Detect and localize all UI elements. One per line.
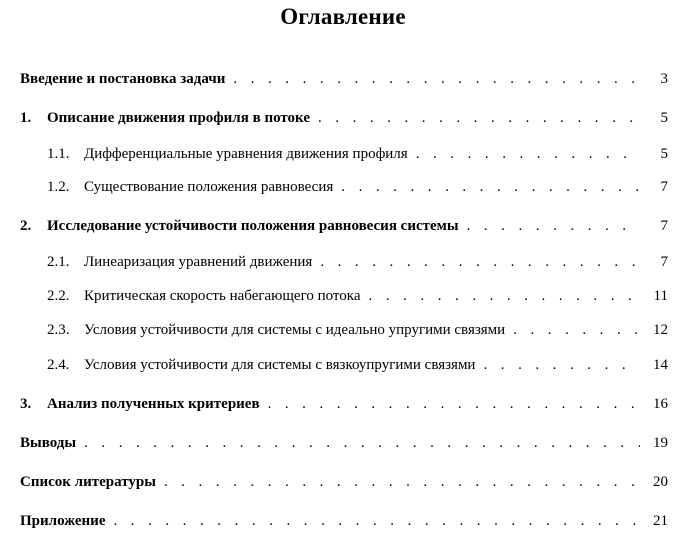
toc-entry-page: 7	[660, 254, 668, 270]
toc-entry-number: 2.2.	[47, 288, 70, 304]
toc-entry-number: 2.1.	[47, 254, 70, 270]
toc-entry-chapter-1[interactable]	[20, 108, 668, 128]
dot-leader	[505, 320, 640, 340]
toc-entry-page: 20	[653, 474, 668, 490]
toc-entry-label: Приложение	[20, 513, 106, 529]
toc-entry-section-2-4[interactable]	[47, 355, 668, 375]
dot-leader	[310, 108, 640, 128]
dot-leader	[459, 216, 640, 236]
toc-entry-page: 19	[653, 435, 668, 451]
toc-entry-label: Список литературы	[20, 474, 156, 490]
toc-entry-page: 5	[660, 146, 668, 162]
dot-leader	[333, 177, 640, 197]
toc-entry-number: 1.	[20, 110, 32, 126]
dot-leader	[105, 511, 640, 531]
toc-entry-label: Линеаризация уравнений движения	[84, 254, 313, 270]
toc-entry-section-2-1[interactable]	[47, 252, 668, 272]
toc-entry-label: Выводы	[20, 435, 77, 451]
toc-entry-label: Критическая скорость набегающего потока	[84, 288, 361, 304]
toc-entry-page: 12	[653, 322, 668, 338]
toc-entry-number: 3.	[20, 396, 32, 412]
toc-entry-page: 21	[653, 513, 668, 529]
toc-entry-section-2-3[interactable]	[47, 320, 668, 340]
toc-entry-page: 11	[653, 288, 668, 304]
toc-entry-label: Анализ полученных критериев	[47, 396, 260, 412]
toc-entry-page: 5	[660, 110, 668, 126]
toc-entry-number: 1.1.	[47, 146, 70, 162]
toc-entry-section-2-2[interactable]	[47, 286, 668, 306]
dot-leader	[475, 355, 640, 375]
dot-leader	[225, 69, 640, 89]
page-title: Оглавление	[280, 4, 406, 29]
dot-leader	[312, 252, 640, 272]
toc-entry-section-1-1[interactable]	[47, 144, 668, 164]
toc-entry-page: 14	[653, 357, 668, 373]
toc-entry-chapter-2[interactable]	[20, 216, 668, 236]
dot-leader	[260, 394, 640, 414]
toc-entry-label: Введение и постановка задачи	[20, 71, 226, 87]
toc-entry-label: Существование положения равновесия	[84, 179, 334, 195]
toc-entry-conclusions[interactable]	[20, 433, 668, 453]
toc-entry-page: 7	[660, 218, 668, 234]
toc-entry-section-1-2[interactable]	[47, 177, 668, 197]
dot-leader	[361, 286, 640, 306]
toc-entry-page: 16	[653, 396, 668, 412]
toc-entry-introduction[interactable]	[20, 69, 668, 89]
toc-entry-number: 2.4.	[47, 357, 70, 373]
toc-entry-number: 2.3.	[47, 322, 70, 338]
toc-entry-label: Условия устойчивости для системы с идеально упругими связями	[84, 322, 506, 338]
toc-entry-page: 7	[660, 179, 668, 195]
toc-entry-appendix[interactable]	[20, 511, 668, 531]
toc-entry-number: 1.2.	[47, 179, 70, 195]
toc-entry-label: Исследование устойчивости положения равновесия системы	[47, 218, 459, 234]
toc-entry-label: Дифференциальные уравнения движения профиля	[84, 146, 408, 162]
toc-entry-label: Описание движения профиля в потоке	[47, 110, 310, 126]
dot-leader	[76, 433, 640, 453]
toc-entry-label: Условия устойчивости для системы с вязкоупругими связями	[84, 357, 476, 373]
toc-entry-page: 3	[660, 71, 668, 87]
toc-entry-chapter-3[interactable]	[20, 394, 668, 414]
toc-entry-references[interactable]	[20, 472, 668, 492]
dot-leader	[156, 472, 640, 492]
toc-entry-number: 2.	[20, 218, 32, 234]
dot-leader	[408, 144, 640, 164]
